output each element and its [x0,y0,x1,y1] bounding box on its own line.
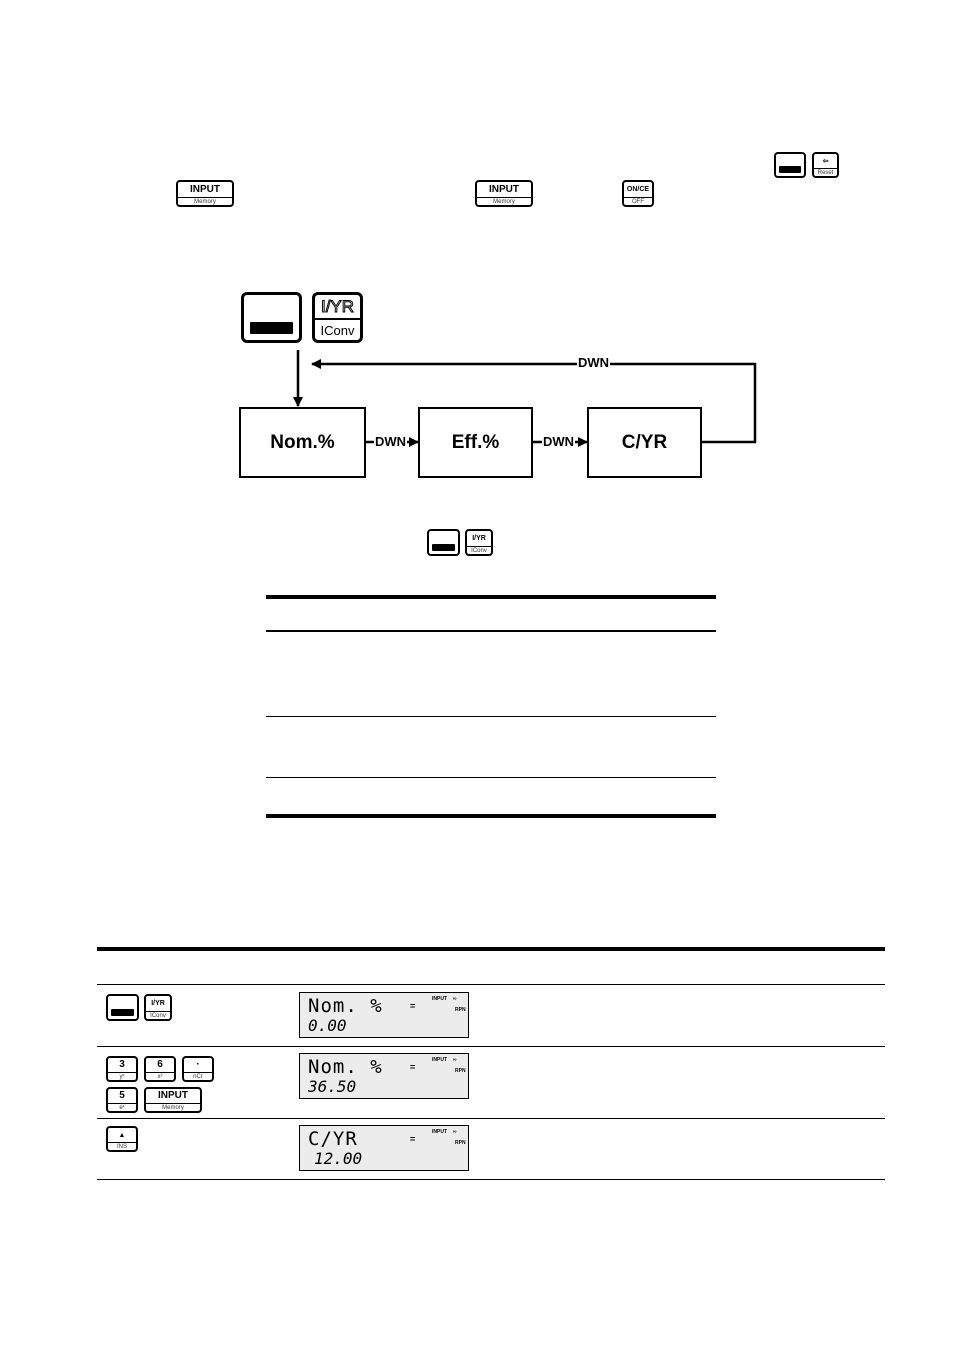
loop-dwn-label: DWN [578,355,610,370]
key-decimal-shift-label: nCr [184,1072,212,1080]
lcd-equals-indicator: = [410,1062,416,1072]
off-label: OFF [624,197,652,205]
table2-header-rule [97,984,885,985]
lcd-line2: 12.00 [314,1149,363,1168]
nom-percent-box: Nom.% [239,407,366,478]
key-5-shift-label: eˣ [108,1103,136,1111]
input-label: INPUT [190,183,220,195]
iyr-label: I/YR [151,1000,165,1007]
row2-key-3[interactable] [106,1056,138,1082]
row2-input-key[interactable] [144,1087,202,1113]
lcd-line1: C/YR [308,1128,358,1150]
key-5-label: 5 [119,1090,125,1101]
lcd-rpn-indicator: RPN [455,1140,466,1146]
iconv-label: IConv [146,1011,170,1019]
lcd-line1: Nom. % [308,1056,383,1078]
memory-label: Memory [477,197,531,205]
row2-key-decimal[interactable] [182,1056,214,1082]
row3-up-key[interactable] [106,1126,138,1152]
table2-top-rule [97,947,885,951]
up-arrow-icon: ▲ [118,1131,126,1139]
lcd-display-row2 [299,1053,469,1099]
lcd-mark-indicator: ∞ [453,1057,457,1063]
key-6-shift-label: x² [146,1072,174,1080]
lcd-rpn-indicator: RPN [455,1007,466,1013]
row1-shift-key[interactable] [106,994,139,1021]
shift-band [432,544,455,551]
inline-shift-key[interactable] [427,529,460,556]
inline-iyr-key[interactable] [465,529,493,556]
lcd-display-row1 [299,992,469,1038]
table1-row-rule-1 [266,716,716,717]
lcd-input-indicator: INPUT [432,996,447,1002]
table2-row-rule-2 [97,1118,885,1119]
dwn-label-1: DWN [375,434,407,449]
row1-iyr-key[interactable] [144,994,172,1021]
row2-key-5[interactable] [106,1087,138,1113]
iyr-label: I/YR [472,535,486,542]
backspace-arrow-icon: ⇦ [822,157,829,165]
key-3-shift-label: yˣ [108,1072,136,1080]
table1-bottom-rule [266,814,716,818]
table2-bottom-rule [97,1179,885,1180]
reset-label: Reset [814,168,837,176]
lcd-mark-indicator: ∞ [453,996,457,1002]
dwn-label-2: DWN [543,434,575,449]
table1-header-rule [266,630,716,632]
input-label: INPUT [158,1090,188,1101]
key-decimal-label: · [196,1059,200,1070]
row2-key-6[interactable] [144,1056,176,1082]
lcd-input-indicator: INPUT [432,1057,447,1063]
memory-label: Memory [178,197,232,205]
iconv-label: IConv [315,318,360,340]
table1-top-rule [266,595,716,599]
cyr-box: C/YR [587,407,702,478]
on-ce-label: ON/CE [626,186,650,193]
lcd-input-indicator: INPUT [432,1129,447,1135]
lcd-display-row3 [299,1125,469,1171]
iyr-label: I/YR [320,297,355,316]
input-label: INPUT [489,183,519,195]
lcd-line2: 36.50 [308,1077,357,1096]
ins-label: INS [108,1142,136,1150]
table1-row-rule-2 [266,777,716,778]
table2-row-rule-1 [97,1046,885,1047]
lcd-line2: 0.00 [308,1016,347,1035]
lcd-rpn-indicator: RPN [455,1068,466,1074]
memory-label: Memory [146,1103,200,1111]
lcd-equals-indicator: = [410,1001,416,1011]
iconv-label: IConv [467,546,491,554]
lcd-equals-indicator: = [410,1134,416,1144]
shift-band [111,1009,134,1016]
eff-percent-box: Eff.% [418,407,533,478]
lcd-mark-indicator: ∞ [453,1129,457,1135]
key-3-label: 3 [119,1059,125,1070]
key-6-label: 6 [157,1059,163,1070]
lcd-line1: Nom. % [308,995,383,1017]
